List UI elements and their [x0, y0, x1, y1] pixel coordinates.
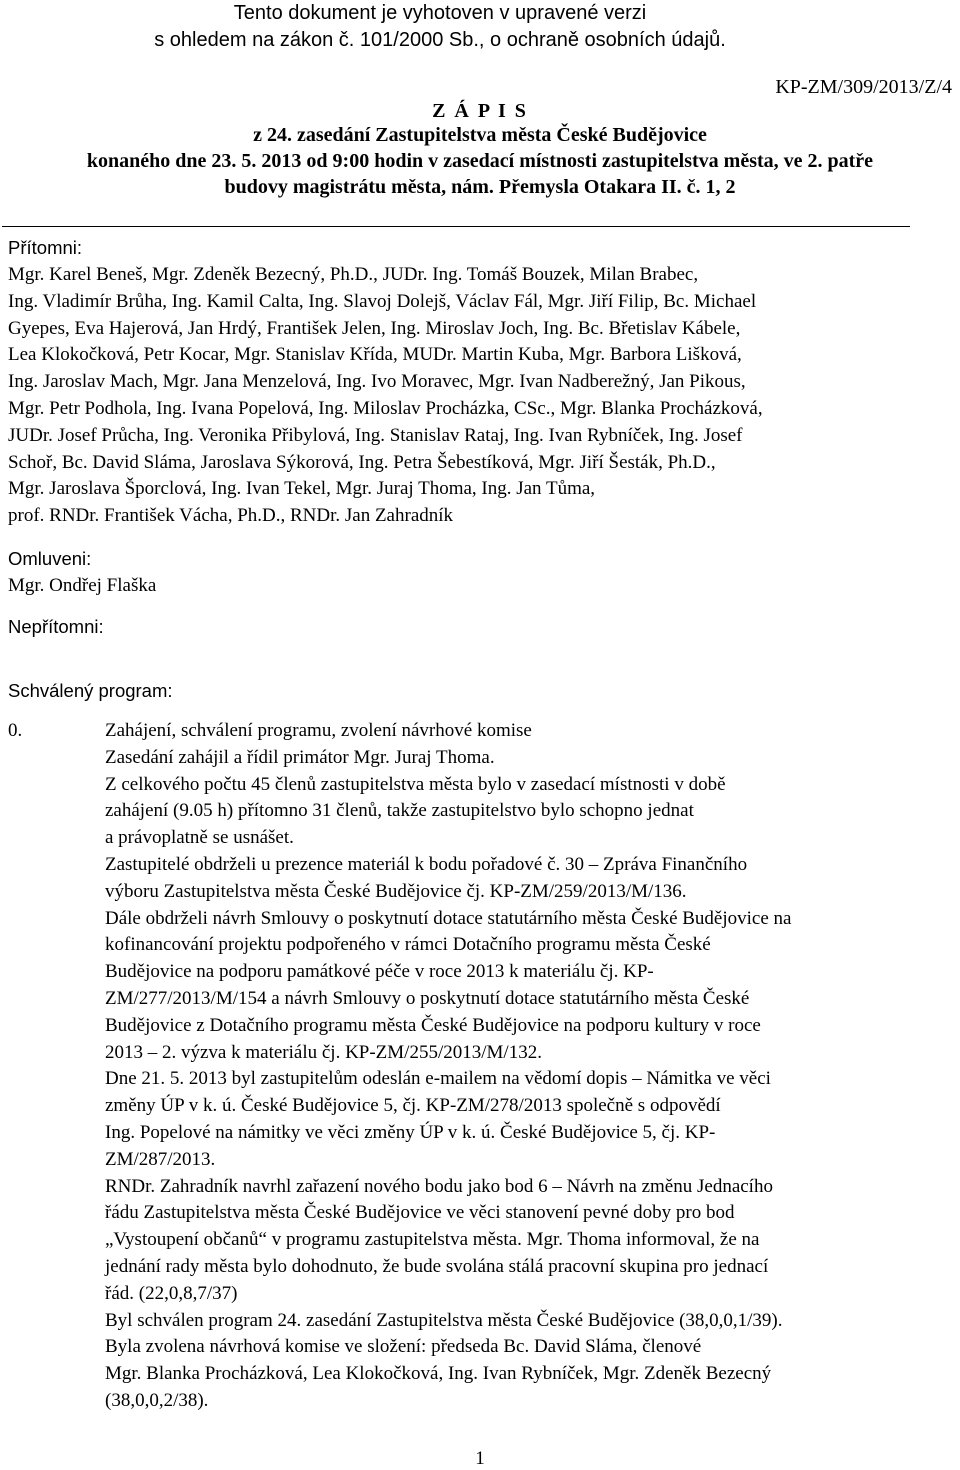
excused-label: Omluveni: — [8, 548, 92, 569]
document-title: Z Á P I S — [432, 100, 528, 122]
present-line: JUDr. Josef Průcha, Ing. Veronika Přibylová, Ing. Stanislav Rataj, Ing. Ivan Rybníček, Ing. Josef — [8, 424, 743, 446]
program-line: Byla zvolena návrhová komise ve složení: předseda Bc. David Sláma, členové — [105, 1336, 702, 1358]
excused-list — [8, 573, 953, 600]
heading-line-3: budovy magistrátu města, nám. Přemysla Otakara II. č. 1, 2 — [224, 176, 736, 198]
program-line: Byl schválen program 24. zasedání Zastupitelstva města České Budějovice (38,0,0,1/39). — [105, 1309, 783, 1331]
program-line: Budějovice z Dotačního programu města České Budějovice na podporu kultury v roce — [105, 1014, 761, 1036]
program-line: jednání rady města bylo dohodnuto, že bude svolána stálá pracovní skupina pro jednací — [105, 1255, 769, 1277]
present-line: Ing. Jaroslav Mach, Mgr. Jana Menzelová, Ing. Ivo Moravec, Mgr. Ivan Nadberežný, Jan Pikous, — [8, 371, 746, 393]
program-line: Z celkového počtu 45 členů zastupitelstva města bylo v zasedací místnosti v době — [105, 773, 726, 795]
program-line: (38,0,0,2/38). — [105, 1389, 209, 1411]
page-number: 1 — [475, 1448, 485, 1469]
program-line: 2013 – 2. výzva k materiálu čj. KP-ZM/255/2013/M/132. — [105, 1041, 542, 1063]
program-line: „Vystoupení občanů“ v programu zastupitelstva města. Mgr. Thoma informoval, že na — [105, 1229, 760, 1251]
program-line: výboru Zastupitelstva města České Budějovice čj. KP-ZM/259/2013/M/136. — [105, 880, 687, 902]
program-line: Ing. Popelové na námitky ve věci změny ÚP v k. ú. České Budějovice 5, čj. KP- — [105, 1121, 716, 1143]
program-item-body — [105, 718, 960, 1415]
excused-line: Mgr. Ondřej Flaška — [8, 575, 157, 596]
program-line: Mgr. Blanka Procházková, Lea Klokočková, Ing. Ivan Rybníček, Mgr. Zdeněk Bezecný — [105, 1363, 772, 1385]
present-line: Schoř, Bc. David Sláma, Jaroslava Sýkorová, Ing. Petra Šebestíková, Mgr. Jiří Šesták, Ph.D., — [8, 451, 716, 473]
program-line: kofinancování projektu podpořeného v rámci Dotačního programu města České — [105, 934, 711, 956]
meeting-heading — [0, 122, 960, 200]
document-reference: KP-ZM/309/2013/Z/4 — [775, 76, 952, 98]
present-list — [8, 262, 953, 530]
program-item-number: 0. — [8, 720, 23, 741]
program-line: změny ÚP v k. ú. České Budějovice 5, čj. KP-ZM/278/2013 společně s odpovědí — [105, 1095, 721, 1117]
anonymization-notice — [0, 0, 880, 54]
notice-line-1: Tento dokument je vyhotoven v upravené verzi — [233, 2, 647, 24]
present-line: prof. RNDr. František Vácha, Ph.D., RNDr. Jan Zahradník — [8, 505, 454, 527]
program-label: Schválený program: — [8, 680, 173, 701]
notice-line-2: s ohledem na zákon č. 101/2000 Sb., o ochraně osobních údajů. — [154, 29, 726, 51]
program-line: Dne 21. 5. 2013 byl zastupitelům odeslán e-mailem na vědomí dopis – Námitka ve věci — [105, 1068, 771, 1090]
program-line: ZM/287/2013. — [105, 1148, 216, 1170]
heading-divider — [2, 226, 910, 227]
program-line: řádu Zastupitelstva města České Budějovice ve věci stanovení pevné doby pro bod — [105, 1202, 735, 1224]
present-line: Gyepes, Eva Hajerová, Jan Hrdý, František Jelen, Ing. Miroslav Joch, Ing. Bc. Břetislav Kábele, — [8, 317, 741, 339]
program-item-title: Zahájení, schválení programu, zvolení návrhové komise — [105, 720, 532, 741]
present-line: Mgr. Petr Podhola, Ing. Ivana Popelová, Ing. Miloslav Procházka, CSc., Mgr. Blanka Procházková, — [8, 397, 763, 419]
program-line: ZM/277/2013/M/154 a návrh Smlouvy o poskytnutí dotace statutárního města České — [105, 987, 750, 1009]
present-line: Ing. Vladimír Brůha, Ing. Kamil Calta, Ing. Slavoj Dolejš, Václav Fál, Mgr. Jiří Filip, Bc. Michael — [8, 290, 757, 312]
present-line: Mgr. Jaroslava Šporclová, Ing. Ivan Tekel, Mgr. Juraj Thoma, Ing. Jan Tůma, — [8, 478, 596, 500]
present-line: Mgr. Karel Beneš, Mgr. Zdeněk Bezecný, Ph.D., JUDr. Ing. Tomáš Bouzek, Milan Brabec, — [8, 264, 699, 285]
heading-line-1: z 24. zasedání Zastupitelstva města České Budějovice — [253, 124, 707, 146]
program-line: Zasedání zahájil a řídil primátor Mgr. Juraj Thoma. — [105, 746, 495, 768]
absent-label: Nepřítomni: — [8, 616, 104, 637]
program-line: řád. (22,0,8,7/37) — [105, 1282, 238, 1304]
program-line: a právoplatně se usnášet. — [105, 827, 294, 849]
present-label: Přítomni: — [8, 237, 83, 258]
heading-line-2: konaného dne 23. 5. 2013 od 9:00 hodin v zasedací místnosti zastupitelstva města, ve 2. patře — [86, 150, 874, 172]
program-line: Zastupitelé obdrželi u prezence materiál k bodu pořadové č. 30 – Zpráva Finančního — [105, 853, 748, 875]
program-line: zahájení (9.05 h) přítomno 31 členů, takže zastupitelstvo bylo schopno jednat — [105, 800, 694, 822]
program-line: Dále obdrželi návrh Smlouvy o poskytnutí dotace statutárního města České Budějovice na — [105, 907, 792, 929]
present-line: Lea Klokočková, Petr Kocar, Mgr. Stanislav Křída, MUDr. Martin Kuba, Mgr. Barbora Lišková, — [8, 344, 742, 366]
program-line: RNDr. Zahradník navrhl zařazení nového bodu jako bod 6 – Návrh na změnu Jednacího — [105, 1175, 773, 1197]
program-line: Budějovice na podporu památkové péče v roce 2013 k materiálu čj. KP- — [105, 961, 654, 983]
